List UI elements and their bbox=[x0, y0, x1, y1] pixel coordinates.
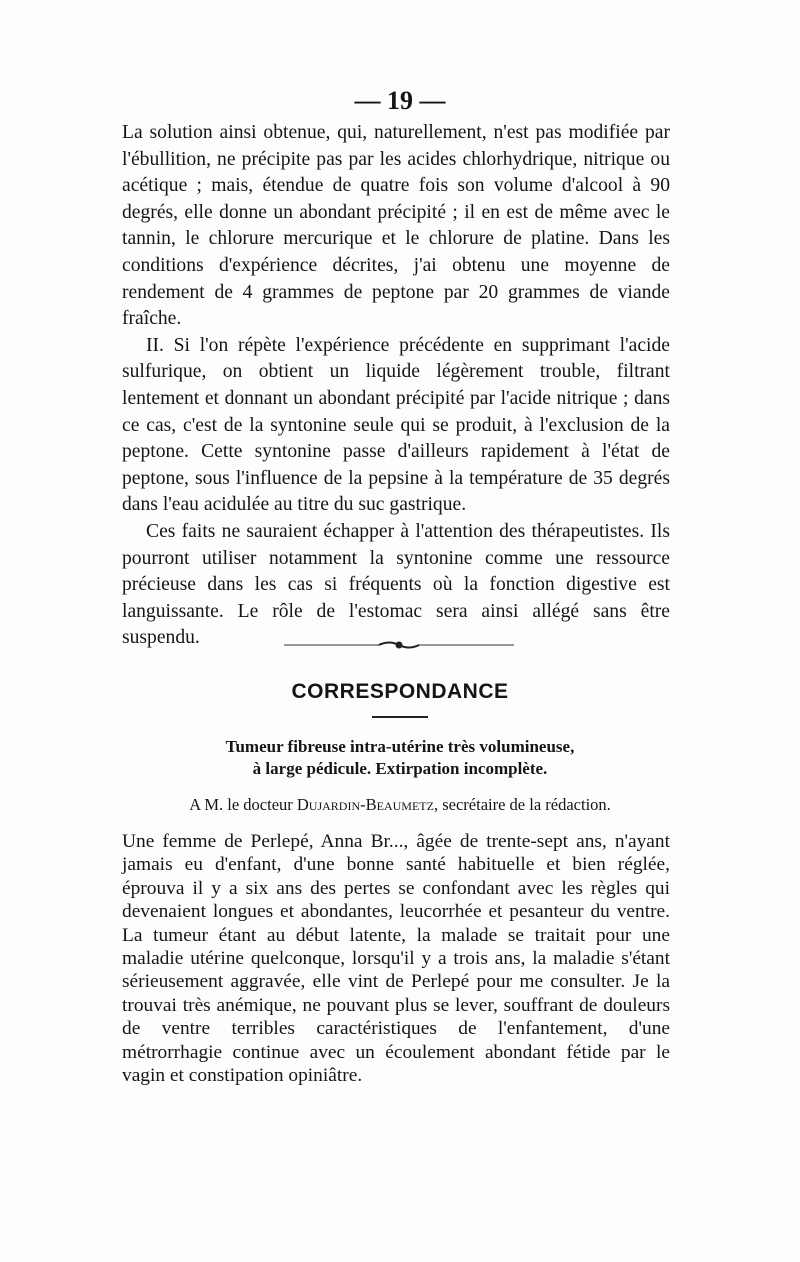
address-suffix: , secrétaire de la rédaction. bbox=[433, 795, 611, 814]
ornamental-divider bbox=[284, 638, 514, 652]
main-text-block bbox=[122, 120, 670, 652]
article-title-line: Tumeur fibreuse intra-utérine très volumineuse, bbox=[225, 737, 575, 756]
page-number: — 19 — bbox=[354, 86, 446, 115]
article-title bbox=[0, 736, 800, 780]
article-title-line: à large pédicule. Extirpation incomplète. bbox=[252, 759, 548, 778]
letter-text-block bbox=[122, 830, 670, 1087]
paragraph: La solution ainsi obtenue, qui, naturellement, n'est pas modifiée par l'ébullition, ne précipite pas par les acides chlorhydrique, nitrique ou acétique ; mais, étendue de quatre fois son volume d'alcool à 90 degrés, elle donne un abondant précipité ; il en est de même avec le tannin, le chlorure mercurique et le chlorure de platine. Dans les conditions d'expérience décrites, j'ai obtenu une moyenne de rendement de 4 grammes de peptone par 20 grammes de viande fraîche. bbox=[122, 122, 670, 330]
letter-address bbox=[0, 795, 800, 815]
address-prefix: A M. le docteur bbox=[189, 795, 297, 814]
address-name: Dujardin-Beaumetz bbox=[296, 795, 434, 814]
section-heading: CORRESPONDANCE bbox=[291, 680, 509, 703]
heading-rule bbox=[372, 716, 428, 718]
paragraph: Une femme de Perlepé, Anna Br..., âgée de trente-sept ans, n'ayant jamais eu d'enfant, d'une bonne santé habituelle et bien réglée, éprouva il y a six ans des pertes se confondant avec les règles qui devenaient longues et abondantes, leucorrhée et pesanteur du ventre. La tumeur étant au début latente, la malade se traitait pour une maladie utérine quelconque, lorsqu'il y a trois ans, la maladie s'étant sérieusement aggravée, elle vint de Perlepé pour me consulter. Je la trouvai très anémique, ne pouvant plus se lever, souffrant de douleurs de ventre terribles caractéristiques de l'enfantement, d'une métrorrhagie continue avec un écoulement abondant fétide par le vagin et constipation opiniâtre. bbox=[122, 831, 670, 1087]
paragraph: II. Si l'on répète l'expérience précédente en supprimant l'acide sulfurique, on obtient un liquide légèrement trouble, filtrant lentement et donnant un abondant précipité par l'acide nitrique ; dans ce cas, c'est de la syntonine seule qui se produit, à l'exclusion de la peptone. Cette syntonine passe d'ailleurs rapidement à l'état de peptone, sous l'influence de la pepsine à la température de 35 degrés dans l'eau acidulée au titre du suc gastrique. bbox=[122, 334, 670, 516]
paragraph: Ces faits ne sauraient échapper à l'attention des thérapeutistes. Ils pourront utiliser notamment la syntonine comme une ressource précieuse dans les cas si fréquents où la fonction digestive est languissante. Le rôle de l'estomac sera ainsi allégé sans être suspendu. bbox=[122, 520, 670, 649]
